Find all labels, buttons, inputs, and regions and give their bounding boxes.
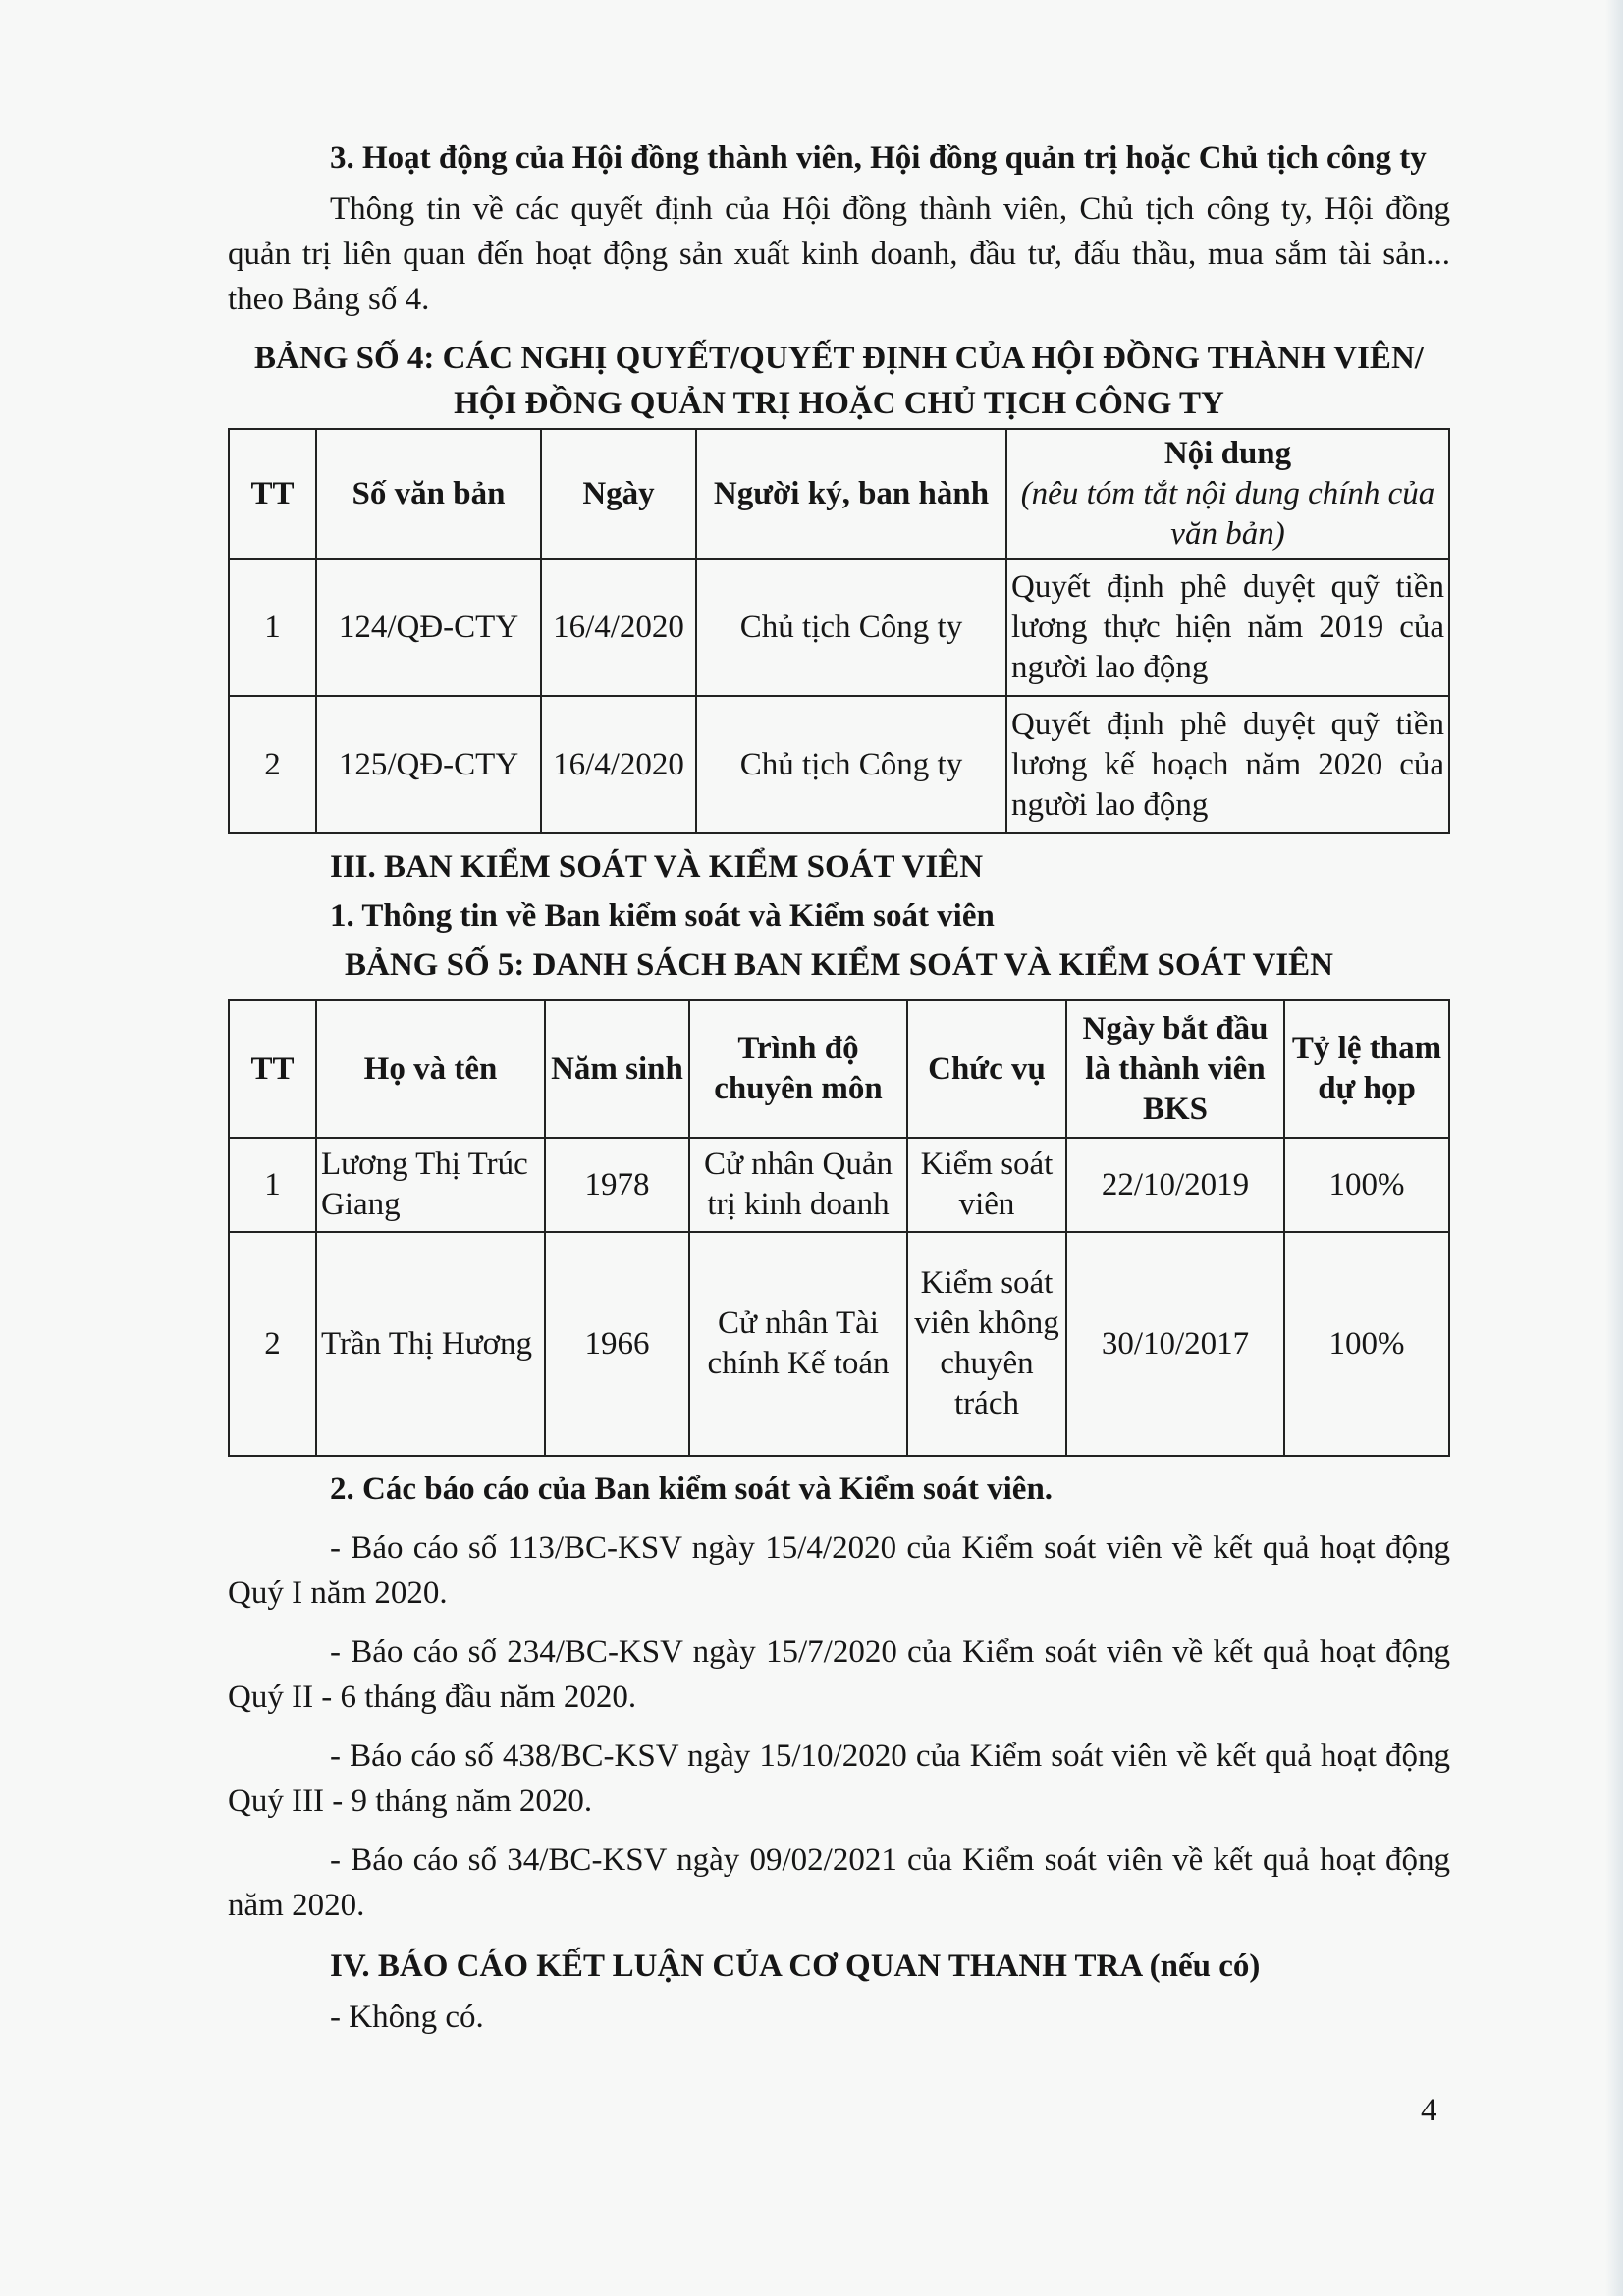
report-item: - Báo cáo số 234/BC-KSV ngày 15/7/2020 của Kiểm soát viên về kết quả hoạt động Quý II - 6 tháng đầu năm 2020. [228,1634,1450,1715]
report-item: - Báo cáo số 438/BC-KSV ngày 15/10/2020 của Kiểm soát viên về kết quả hoạt động Quý III - 9 tháng năm 2020. [228,1738,1450,1819]
table-row [229,696,1449,833]
table5-cell-nam-sinh: 1966 [545,1232,689,1456]
section-iii-sub1: 1. Thông tin về Ban kiểm soát và Kiểm soát viên [330,898,995,934]
table4-cell-tt: 2 [229,696,316,833]
table5-cell-trinh-do: Cử nhân Tài chính Kế toán [689,1232,907,1456]
table-row [229,559,1449,696]
table5-cell-nam-sinh: 1978 [545,1138,689,1232]
section3-title: 3. Hoạt động của Hội đồng thành viên, Hội đồng quản trị hoặc Chủ tịch công ty [330,140,1427,176]
table4-cell-ngay: 16/4/2020 [541,559,696,696]
table4 [228,428,1450,834]
report-item: - Báo cáo số 113/BC-KSV ngày 15/4/2020 của Kiểm soát viên về kết quả hoạt động Quý I năm 2020. [228,1530,1450,1611]
table4-header-tt: TT [229,429,316,559]
table5-cell-tt: 1 [229,1138,316,1232]
table5-cell-tt: 2 [229,1232,316,1456]
table5-header-trinh-do: Trình độ chuyên môn [689,1000,907,1138]
table5-header-nam-sinh: Năm sinh [545,1000,689,1138]
table5-cell-trinh-do: Cử nhân Quản trị kinh doanh [689,1138,907,1232]
table5-cell-chuc-vu: Kiểm soát viên [907,1138,1066,1232]
table5-header-ho-ten: Họ và tên [316,1000,545,1138]
table5-header-ngay-bat-dau: Ngày bắt đầu là thành viên BKS [1066,1000,1284,1138]
table4-cell-noi-dung: Quyết định phê duyệt quỹ tiền lương kế hoạch năm 2020 của người lao động [1006,696,1449,833]
table4-cell-noi-dung: Quyết định phê duyệt quỹ tiền lương thực hiện năm 2019 của người lao động [1006,559,1449,696]
table4-cell-so: 125/QĐ-CTY [316,696,541,833]
table4-header-so-van-ban: Số văn bản [316,429,541,559]
table5-header-chuc-vu: Chức vụ [907,1000,1066,1138]
table4-cell-nguoi-ky: Chủ tịch Công ty [696,696,1006,833]
section-iv-title: IV. BÁO CÁO KẾT LUẬN CỦA CƠ QUAN THANH TRA (nếu có) [330,1949,1261,1984]
table4-header-row [229,429,1449,559]
table5 [228,999,1450,1457]
table4-header-noi-dung [1006,429,1449,559]
page-number: 4 [1421,2093,1437,2128]
table4-header-noi-dung-note: (nêu tóm tắt nội dung chính của văn bản) [1020,475,1435,552]
section3-body: Thông tin về các quyết định của Hội đồng thành viên, Chủ tịch công ty, Hội đồng quản trị liên quan đến hoạt động sản xuất kinh doanh, đầu tư, đấu thầu, mua sắm tài sản... theo Bảng số 4. [228,191,1450,317]
table4-cell-so: 124/QĐ-CTY [316,559,541,696]
table4-cell-nguoi-ky: Chủ tịch Công ty [696,559,1006,696]
section-iv-body: - Không có. [330,2000,484,2035]
table5-cell-ty-le: 100% [1284,1138,1449,1232]
table5-header-row [229,1000,1449,1138]
section-iii-title: III. BAN KIỂM SOÁT VÀ KIỂM SOÁT VIÊN [330,849,984,884]
table5-cell-ty-le: 100% [1284,1232,1449,1456]
table5-title: BẢNG SỐ 5: DANH SÁCH BAN KIỂM SOÁT VÀ KIỂM SOÁT VIÊN [345,947,1333,983]
table5-cell-ngay: 22/10/2019 [1066,1138,1284,1232]
section-iii-2-title: 2. Các báo cáo của Ban kiểm soát và Kiểm soát viên. [330,1471,1054,1507]
page-edge [1605,0,1623,2296]
table-row [229,1232,1449,1456]
table5-cell-ho-ten: Trần Thị Hương [316,1232,545,1456]
document-page [228,128,1450,2040]
table5-header-tt: TT [229,1000,316,1138]
table4-header-ngay: Ngày [541,429,696,559]
table5-cell-ngay: 30/10/2017 [1066,1232,1284,1456]
table4-header-noi-dung-label: Nội dung [1163,435,1292,471]
table5-cell-ho-ten: Lương Thị Trúc Giang [316,1138,545,1232]
table5-cell-chuc-vu: Kiểm soát viên không chuyên trách [907,1232,1066,1456]
table4-cell-tt: 1 [229,559,316,696]
table4-cell-ngay: 16/4/2020 [541,696,696,833]
table-row [229,1138,1449,1232]
report-item: - Báo cáo số 34/BC-KSV ngày 09/02/2021 của Kiểm soát viên về kết quả hoạt động năm 2020. [228,1842,1450,1923]
table4-header-nguoi-ky: Người ký, ban hành [696,429,1006,559]
table4-title: BẢNG SỐ 4: CÁC NGHỊ QUYẾT/QUYẾT ĐỊNH CỦA HỘI ĐỒNG THÀNH VIÊN/ HỘI ĐỒNG QUẢN TRỊ HOẶC CHỦ TỊCH CÔNG TY [254,341,1424,421]
table5-header-ty-le: Tỷ lệ tham dự họp [1284,1000,1449,1138]
